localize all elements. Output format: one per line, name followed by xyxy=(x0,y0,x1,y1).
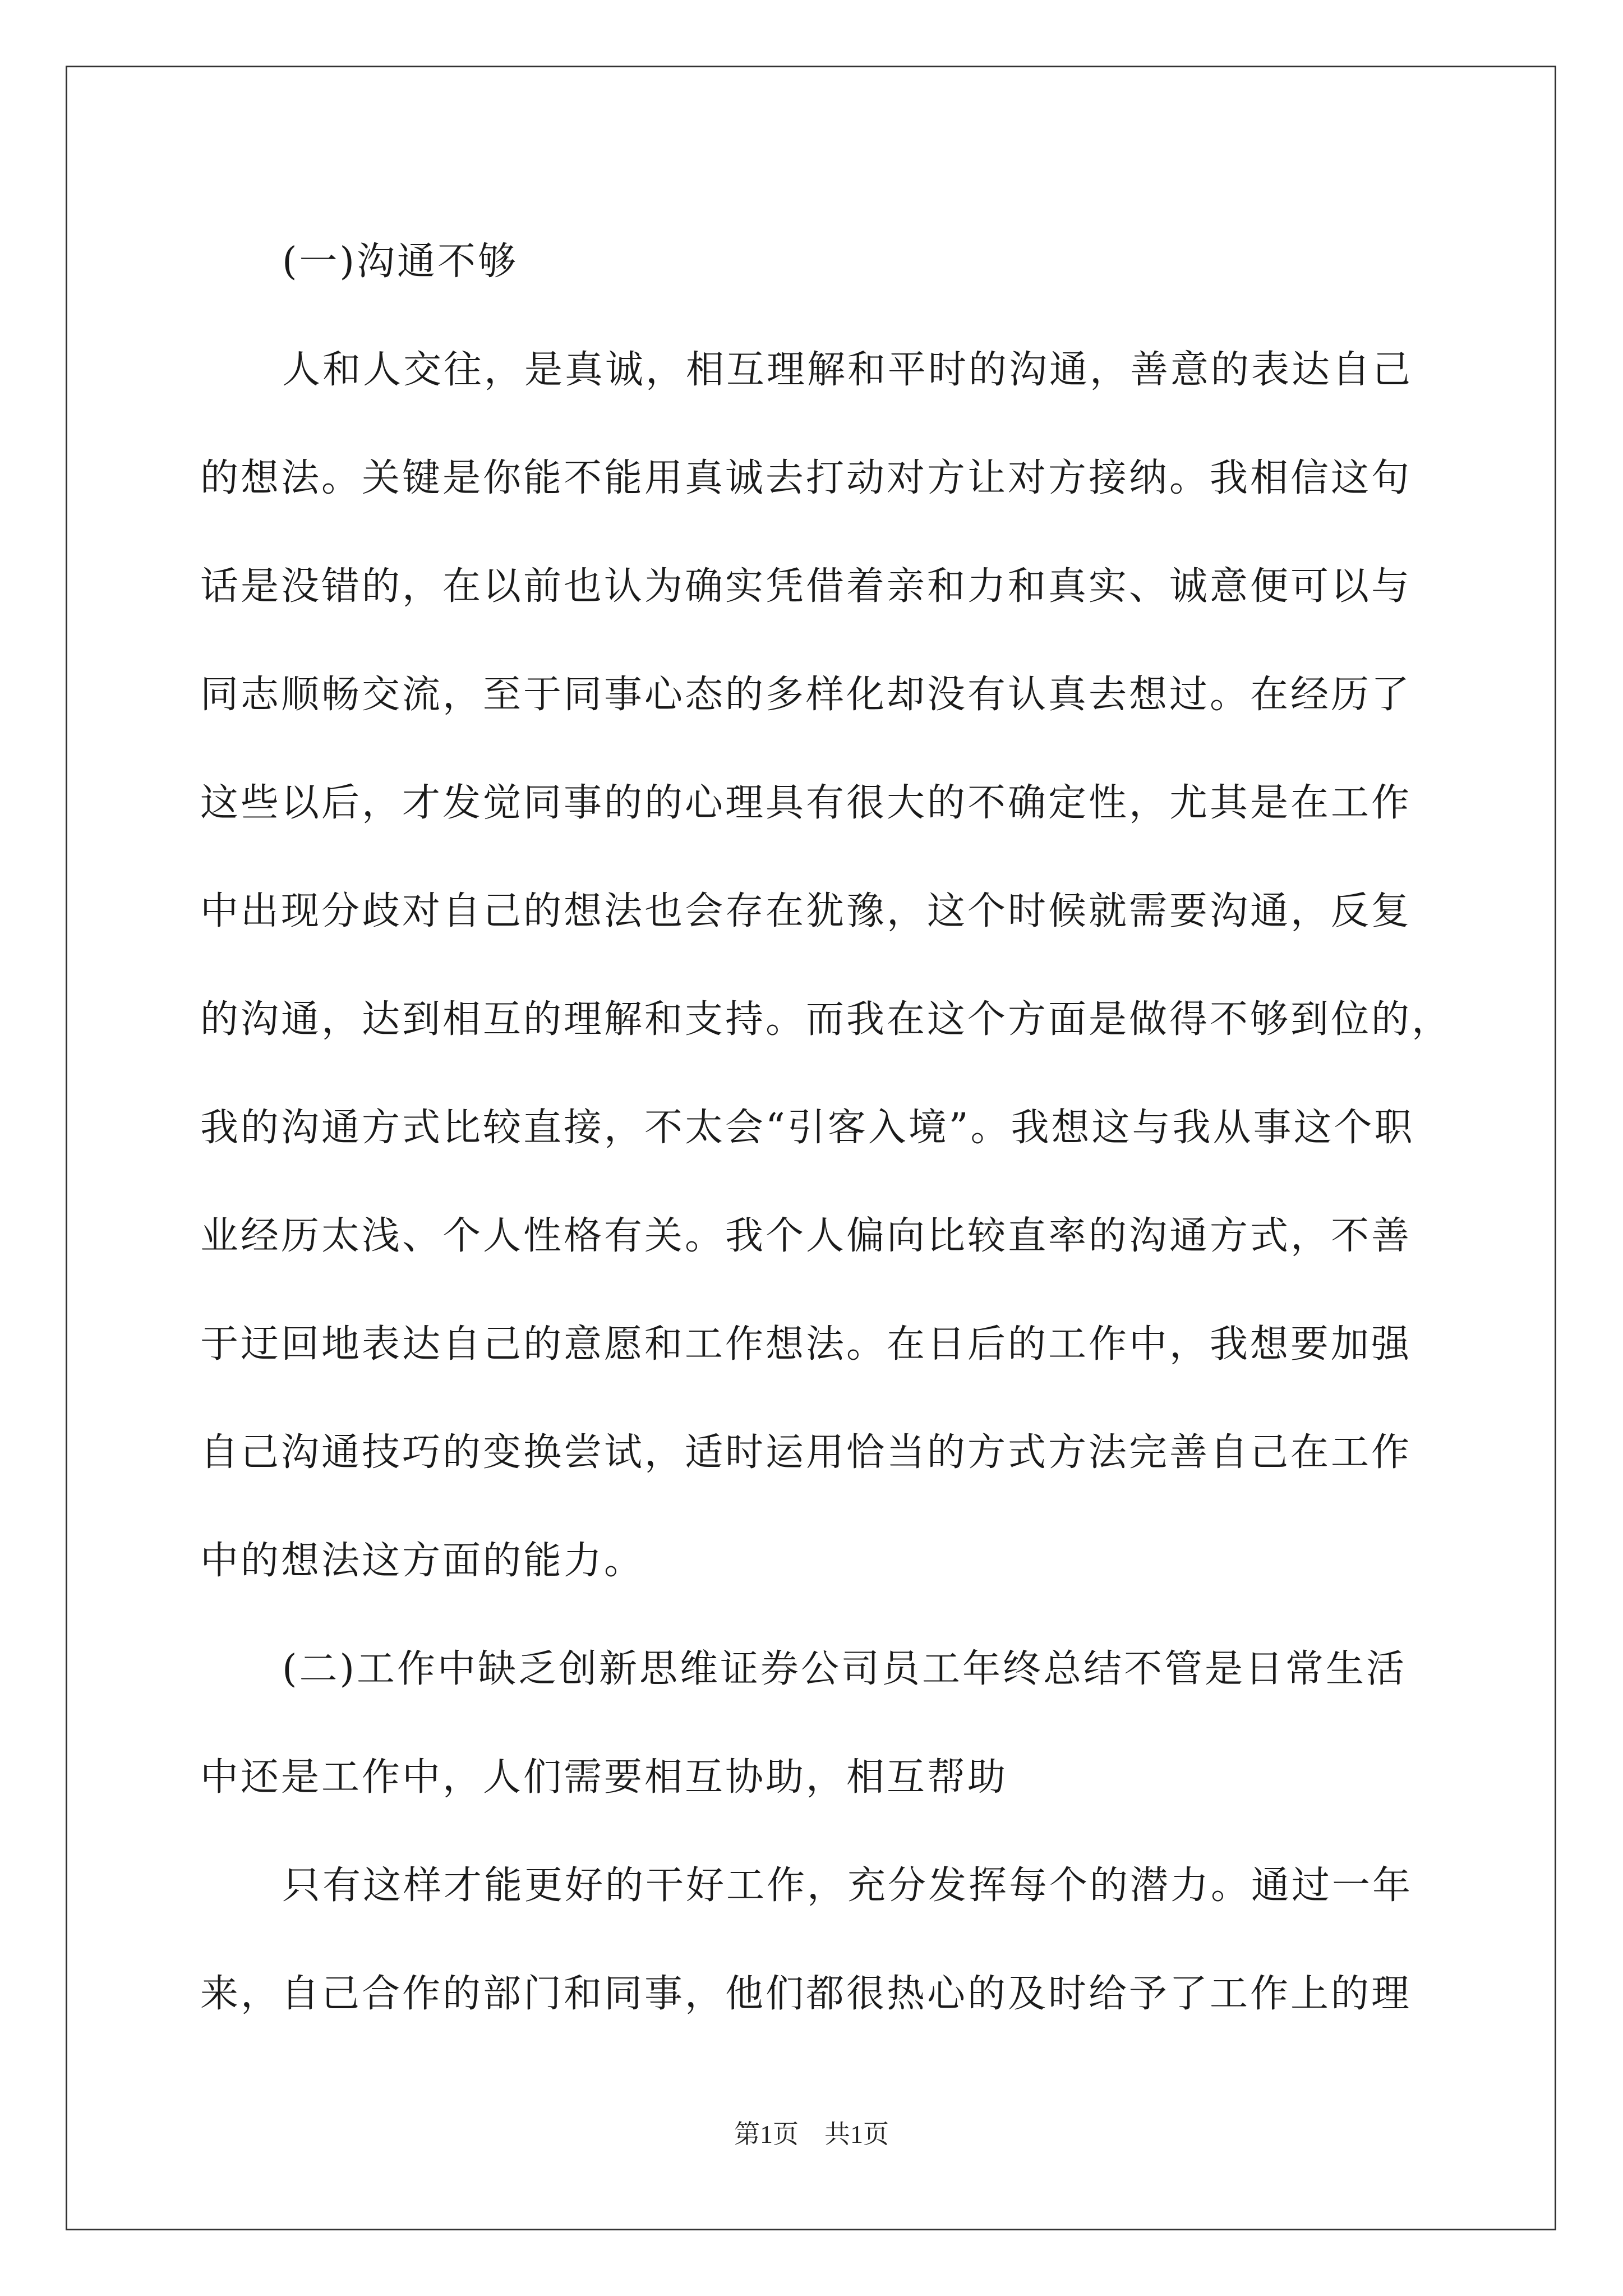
text-line: 话是没错的，在以前也认为确实凭借着亲和力和真实、诚意便可以与 xyxy=(200,564,1412,609)
paragraph-cooperation xyxy=(200,1832,1434,2048)
paragraph-communication xyxy=(200,316,1453,1615)
page-number: 第1页 共1页 xyxy=(734,2120,889,2148)
section-heading-2 xyxy=(200,1615,1434,1832)
text-line: 来，自己合作的部门和同事，他们都很热心的及时给予了工作上的理 xyxy=(200,1972,1412,2016)
text-line: (一)沟通不够 xyxy=(282,240,519,284)
document-body xyxy=(200,208,1453,2048)
text-line: 这些以后，才发觉同事的的心理具有很大的不确定性，尤其是在工作 xyxy=(200,781,1412,825)
text-line: 业经历太浅、个人性格有关。我个人偏向比较直率的沟通方式，不善 xyxy=(200,1214,1412,1258)
text-line: 的沟通，达到相互的理解和支持。而我在这个方面是做得不够到位的， xyxy=(200,997,1453,1042)
text-line: 中还是工作中，人们需要相互协助，相互帮助 xyxy=(200,1755,1008,1800)
text-line: 人和人交往，是真诚，相互理解和平时的沟通，善意的表达自己 xyxy=(282,348,1413,392)
text-line: 我的沟通方式比较直接，不太会“引客入境”。我想这与我从事这个职 xyxy=(200,1106,1415,1150)
text-line: 同志顺畅交流，至于同事心态的多样化却没有认真去想过。在经历了 xyxy=(200,673,1412,717)
section-heading-1 xyxy=(200,208,1434,316)
text-line: 于迂回地表达自己的意愿和工作想法。在日后的工作中，我想要加强 xyxy=(200,1322,1412,1366)
page-footer xyxy=(0,2118,1623,2151)
text-line: 自己沟通技巧的变换尝试，适时运用恰当的方式方法完善自己在工作 xyxy=(200,1430,1412,1475)
text-line: 中出现分歧对自己的想法也会存在犹豫，这个时候就需要沟通，反复 xyxy=(200,889,1412,933)
text-line: 中的想法这方面的能力。 xyxy=(200,1539,645,1583)
text-line: 只有这样才能更好的干好工作，充分发挥每个的潜力。通过一年 xyxy=(282,1864,1413,1908)
text-line: 的想法。关键是你能不能用真诚去打动对方让对方接纳。我相信这句 xyxy=(200,456,1412,500)
text-line: (二)工作中缺乏创新思维证券公司员工年终总结不管是日常生活 xyxy=(282,1647,1407,1691)
